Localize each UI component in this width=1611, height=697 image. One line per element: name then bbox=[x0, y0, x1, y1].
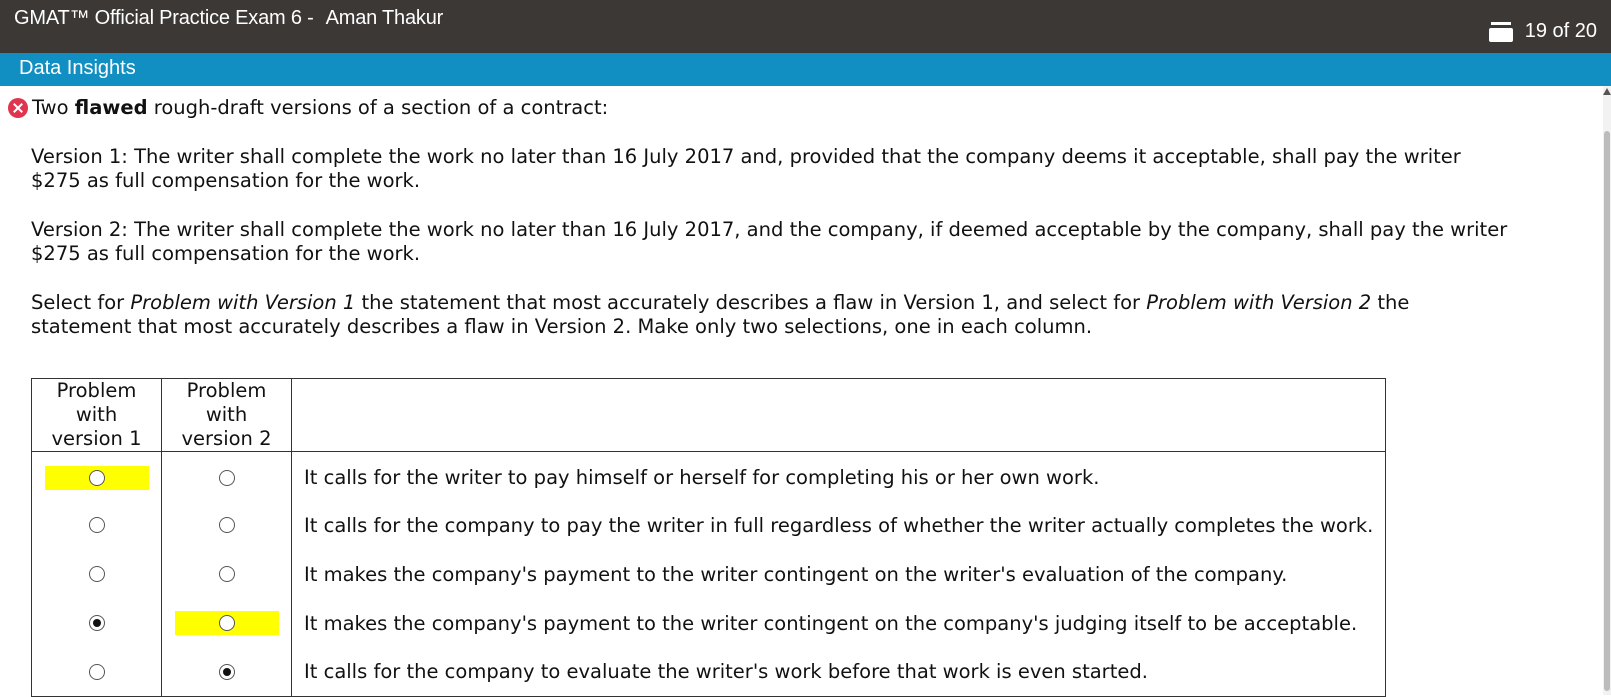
version-1-radio-button[interactable] bbox=[89, 566, 105, 582]
statement-text: It calls for the company to evaluate the writer's work before that work is even started. bbox=[292, 648, 1386, 697]
version-2-radio-button[interactable] bbox=[219, 566, 235, 582]
version-1-cell bbox=[32, 452, 162, 501]
version-1-cell bbox=[32, 599, 162, 648]
answer-table bbox=[31, 378, 1386, 697]
statement-text: It makes the company's payment to the writer contingent on the writer's evaluation of the company. bbox=[292, 550, 1386, 599]
version-2-cell bbox=[162, 452, 292, 501]
prompt-lead: Two bbox=[32, 96, 69, 119]
column-header-version-2 bbox=[162, 379, 292, 452]
version-1-radio-button[interactable] bbox=[89, 470, 105, 486]
scrollbar-thumb[interactable] bbox=[1604, 131, 1610, 691]
progress-counter: 19 of 20 bbox=[1524, 20, 1597, 42]
exam-title-text: GMAT™ Official Practice Exam 6 - bbox=[14, 7, 314, 29]
column-header-version-1 bbox=[32, 379, 162, 452]
version-1-radio-button[interactable] bbox=[89, 517, 105, 533]
section-label: Data Insights bbox=[19, 57, 136, 79]
prompt-bold: flawed bbox=[74, 96, 148, 119]
table-row bbox=[32, 648, 1386, 697]
statement-text: It makes the company's payment to the writer contingent on the company's judging itself to be acceptable. bbox=[292, 599, 1386, 648]
version-2-text: Version 2: The writer shall complete the work no later than 16 July 2017, and the company, if deemed acceptable by the company, shall pay the writer $275 as full compensation for the work. bbox=[31, 218, 1508, 265]
question-list-icon[interactable] bbox=[1489, 22, 1513, 42]
radio-wrapper bbox=[175, 562, 279, 586]
radio-wrapper bbox=[45, 611, 149, 635]
table-row bbox=[32, 599, 1386, 648]
version-2-radio-button[interactable] bbox=[219, 664, 235, 680]
radio-wrapper bbox=[175, 660, 279, 684]
version-1-radio-button[interactable] bbox=[89, 615, 105, 631]
version-1-cell bbox=[32, 550, 162, 599]
correct-answer-highlight bbox=[175, 611, 279, 635]
vertical-scrollbar[interactable] bbox=[1603, 86, 1611, 695]
radio-wrapper bbox=[175, 513, 279, 537]
question-progress bbox=[1489, 20, 1597, 43]
title-bar bbox=[0, 0, 1611, 53]
version-2-cell bbox=[162, 648, 292, 697]
version-1-cell bbox=[32, 648, 162, 697]
col1-header-line2: version 1 bbox=[51, 427, 142, 450]
version-2-cell bbox=[162, 599, 292, 648]
prompt-rest: rough-draft versions of a section of a contract: bbox=[153, 96, 609, 119]
version-2-cell bbox=[162, 501, 292, 550]
user-name: Aman Thakur bbox=[325, 7, 444, 29]
version-2-radio-button[interactable] bbox=[219, 470, 235, 486]
version-2-radio-button[interactable] bbox=[219, 517, 235, 533]
instructions-text bbox=[31, 291, 1511, 339]
col2-header-line2: version 2 bbox=[181, 427, 272, 450]
version-2-radio-button[interactable] bbox=[219, 615, 235, 631]
question-prompt bbox=[8, 96, 608, 120]
table-row bbox=[32, 452, 1386, 501]
table-row bbox=[32, 550, 1386, 599]
incorrect-x-icon bbox=[8, 98, 28, 118]
radio-wrapper bbox=[45, 562, 149, 586]
instructions-part3: the statement that most accurately describes a flaw in Version 2. Make only two selections, one in each column. bbox=[31, 291, 1410, 338]
radio-wrapper bbox=[45, 513, 149, 537]
table-row bbox=[32, 501, 1386, 550]
col2-header-line1: Problem with bbox=[186, 379, 267, 426]
version-1-text: Version 1: The writer shall complete the work no later than 16 July 2017 and, provided that the company deems it acceptable, shall pay the writer $275 as full compensation for the work. bbox=[31, 145, 1461, 192]
correct-answer-highlight bbox=[45, 466, 149, 490]
version-2-cell bbox=[162, 550, 292, 599]
column-header-statement bbox=[292, 379, 1386, 452]
version-1-cell bbox=[32, 501, 162, 550]
instructions-part1: Select for bbox=[31, 291, 125, 314]
radio-wrapper bbox=[175, 466, 279, 490]
instructions-em2: Problem with Version 2 bbox=[1146, 291, 1372, 314]
exam-title bbox=[14, 7, 443, 30]
statement-text: It calls for the company to pay the writer in full regardless of whether the writer actually completes the work. bbox=[292, 501, 1386, 550]
section-bar bbox=[0, 53, 1611, 86]
statement-text: It calls for the writer to pay himself or herself for completing his or her own work. bbox=[292, 452, 1386, 501]
instructions-part2: the statement that most accurately describes a flaw in Version 1, and select for bbox=[361, 291, 1141, 314]
instructions-em1: Problem with Version 1 bbox=[130, 291, 356, 314]
scroll-up-icon[interactable] bbox=[1603, 88, 1611, 95]
col1-header-line1: Problem with bbox=[56, 379, 137, 426]
radio-wrapper bbox=[45, 660, 149, 684]
version-1-radio-button[interactable] bbox=[89, 664, 105, 680]
